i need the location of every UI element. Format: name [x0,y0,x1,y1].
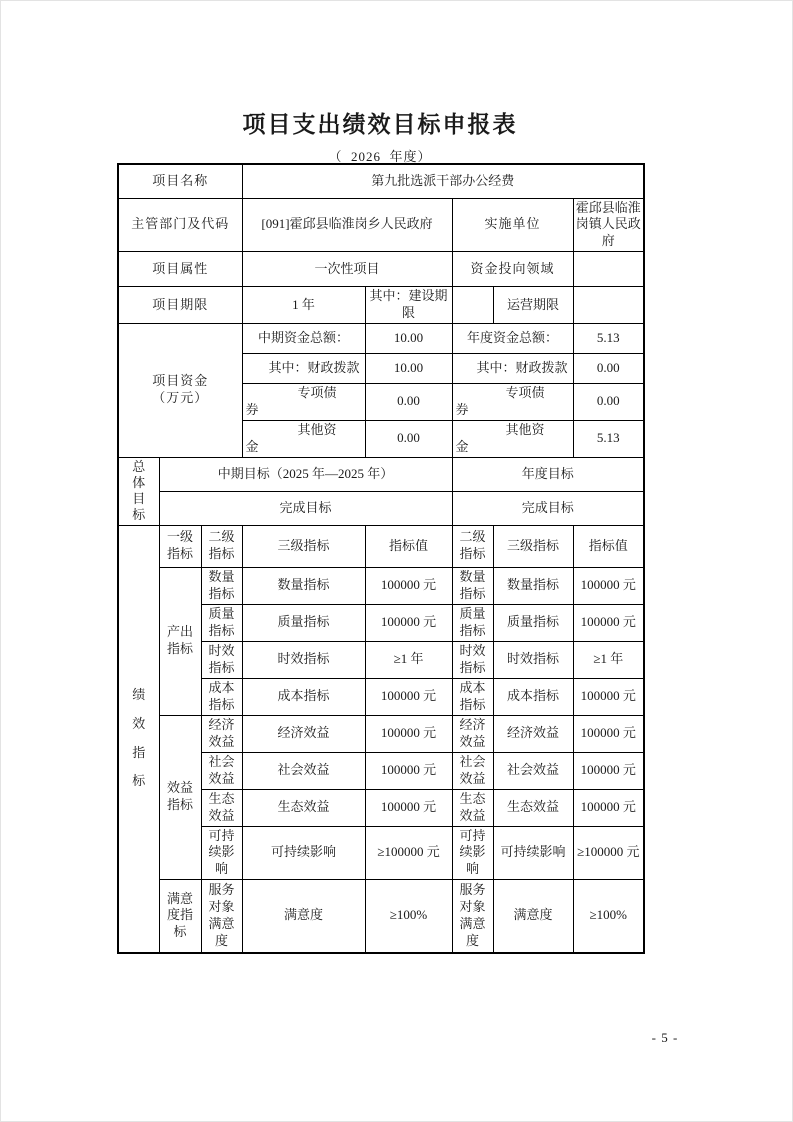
annual-indicator-l2: 社会效益 [452,752,493,789]
operation-period-value [573,287,644,324]
mid-goal-title: 中期目标（2025 年—2025 年） [159,457,452,491]
construction-period-value [452,287,493,324]
mid-indicator-l2: 成本指标 [201,678,242,715]
mid-indicator-l2: 社会效益 [201,752,242,789]
mid-bond-label [242,383,365,420]
group-satisfaction-label: 满意度指标 [159,880,201,953]
annual-indicator-value: 100000 元 [573,678,644,715]
annual-other-label [452,420,573,457]
project-name-value: 第九批选派干部办公经费 [242,164,644,198]
page-title: 项目支出绩效目标申报表 [242,111,518,137]
overall-goal-label-text: 总体目标 [132,458,146,523]
row-goal-header [118,457,644,491]
annual-indicator-value: 100000 元 [573,715,644,752]
mid-indicator-l2: 质量指标 [201,604,242,641]
mid-indicator-l2: 可持续影响 [201,826,242,880]
mid-indicator-value: ≥1 年 [365,641,452,678]
annual-bond-value: 0.00 [573,383,644,420]
mid-indicator-l3: 生态效益 [242,789,365,826]
mid-indicator-l2: 经济效益 [201,715,242,752]
mid-indicator-l2: 生态效益 [201,789,242,826]
mid-indicator-l2: 服务对象满意度 [201,880,242,953]
department-value: [091]霍邱县临淮岗乡人民政府 [242,198,452,252]
annual-indicator-value: ≥1 年 [573,641,644,678]
funds-label-line1: 项目资金 [152,373,209,389]
mid-indicator-value: 100000 元 [365,715,452,752]
annual-indicator-l3: 社会效益 [493,752,573,789]
declaration-form-table [117,163,645,954]
annual-other-label-line1: 其他资 [505,421,545,437]
header-level1: 一级指标 [159,525,201,567]
project-period-label: 项目期限 [118,287,242,324]
mid-funds-total-label: 中期资金总额： [242,323,365,353]
mid-indicator-l3: 满意度 [242,880,365,953]
header-level3-annual: 三级指标 [493,525,573,567]
annual-goal-title: 年度目标 [452,457,644,491]
row-attribute [118,252,644,287]
mid-indicator-l3: 经济效益 [242,715,365,752]
annual-other-label-line2: 金 [455,438,469,454]
mid-bond-value: 0.00 [365,383,452,420]
annual-indicator-l3: 数量指标 [493,567,573,604]
annual-indicator-l3: 满意度 [493,880,573,953]
mid-indicator-l2: 数量指标 [201,567,242,604]
mid-bond-label-line1: 专项债 [297,384,337,400]
project-name-label: 项目名称 [118,164,242,198]
mid-fiscal-value: 10.00 [365,353,452,383]
mid-indicator-l3: 质量指标 [242,604,365,641]
page-subtitle: （ 2026 年度） [328,149,432,164]
mid-indicator-value: 100000 元 [365,604,452,641]
annual-indicator-value: 100000 元 [573,604,644,641]
mid-indicator-value: 100000 元 [365,678,452,715]
project-period-value: 1 年 [242,287,365,324]
mid-goal-text: 完成目标 [159,491,452,525]
mid-indicator-l3: 社会效益 [242,752,365,789]
row-quantity [118,567,644,604]
annual-indicator-l3: 质量指标 [493,604,573,641]
mid-fiscal-label-text: 其中：财政拨款 [268,360,360,375]
investment-field-label: 资金投向领域 [452,252,573,287]
header-value-mid: 指标值 [365,525,452,567]
annual-indicator-value: ≥100% [573,880,644,953]
annual-bond-label [452,383,573,420]
mid-indicator-value: 100000 元 [365,752,452,789]
annual-indicator-l2: 服务对象满意度 [452,880,493,953]
mid-indicator-value: 100000 元 [365,567,452,604]
mid-fiscal-label [242,353,365,383]
mid-other-label-line1: 其他资 [297,421,337,437]
annual-funds-total-label: 年度资金总额： [452,323,573,353]
annual-indicator-value: 100000 元 [573,752,644,789]
row-project-name [118,164,644,198]
annual-indicator-l3: 可持续影响 [493,826,573,880]
page-number: - 5 - [651,1030,679,1045]
annual-indicator-l2: 数量指标 [452,567,493,604]
mid-indicator-l3: 可持续影响 [242,826,365,880]
annual-fiscal-label [452,353,573,383]
row-indicator-header [118,525,644,567]
annual-indicator-l3: 成本指标 [493,678,573,715]
annual-indicator-l2: 时效指标 [452,641,493,678]
header-level2-mid: 二级指标 [201,525,242,567]
performance-indicator-label [118,525,159,953]
mid-funds-total-value: 10.00 [365,323,452,353]
operation-period-label: 运营期限 [493,287,573,324]
annual-indicator-l2: 成本指标 [452,678,493,715]
group-output-label: 产出指标 [159,567,201,715]
annual-bond-label-line1: 专项债 [505,384,545,400]
funds-label-line2: （万元） [152,390,209,406]
department-label: 主管部门及代码 [118,198,242,252]
header-value-annual: 指标值 [573,525,644,567]
row-satisfaction [118,880,644,953]
construction-period-label: 其中：建设期限 [365,287,452,324]
annual-indicator-l2: 经济效益 [452,715,493,752]
header-level2-annual: 二级指标 [452,525,493,567]
annual-indicator-l2: 质量指标 [452,604,493,641]
mid-indicator-l3: 成本指标 [242,678,365,715]
annual-indicator-l2: 可持续影响 [452,826,493,880]
row-goal-text [118,491,644,525]
overall-goal-label [118,457,159,525]
mid-other-label [242,420,365,457]
mid-bond-label-line2: 券 [245,401,259,417]
mid-indicator-l3: 时效指标 [242,641,365,678]
annual-indicator-l3: 经济效益 [493,715,573,752]
row-funds-total [118,323,644,353]
annual-indicator-l2: 生态效益 [452,789,493,826]
mid-indicator-value: 100000 元 [365,789,452,826]
annual-fiscal-value: 0.00 [573,353,644,383]
performance-indicator-label-text: 绩效指标 [132,687,146,789]
annual-goal-text: 完成目标 [452,491,644,525]
mid-indicator-value: ≥100% [365,880,452,953]
annual-funds-total-value: 5.13 [573,323,644,353]
header-level3-mid: 三级指标 [242,525,365,567]
project-attribute-value: 一次性项目 [242,252,452,287]
row-period [118,287,644,324]
annual-indicator-value: ≥100000 元 [573,826,644,880]
annual-indicator-value: 100000 元 [573,567,644,604]
mid-indicator-value: ≥100000 元 [365,826,452,880]
mid-indicator-l2: 时效指标 [201,641,242,678]
implementing-unit-value: 霍邱县临淮岗镇人民政府 [573,198,644,252]
investment-field-value [573,252,644,287]
annual-indicator-l3: 生态效益 [493,789,573,826]
row-economic [118,715,644,752]
mid-other-value: 0.00 [365,420,452,457]
annual-bond-label-line2: 券 [455,401,469,417]
project-attribute-label: 项目属性 [118,252,242,287]
group-benefit-label: 效益指标 [159,715,201,880]
annual-fiscal-label-text: 其中：财政拨款 [476,360,568,375]
implementing-unit-label: 实施单位 [452,198,573,252]
annual-other-value: 5.13 [573,420,644,457]
annual-indicator-l3: 时效指标 [493,641,573,678]
project-funds-label [118,323,242,457]
row-department [118,198,644,252]
mid-other-label-line2: 金 [245,438,259,454]
annual-indicator-value: 100000 元 [573,789,644,826]
mid-indicator-l3: 数量指标 [242,567,365,604]
